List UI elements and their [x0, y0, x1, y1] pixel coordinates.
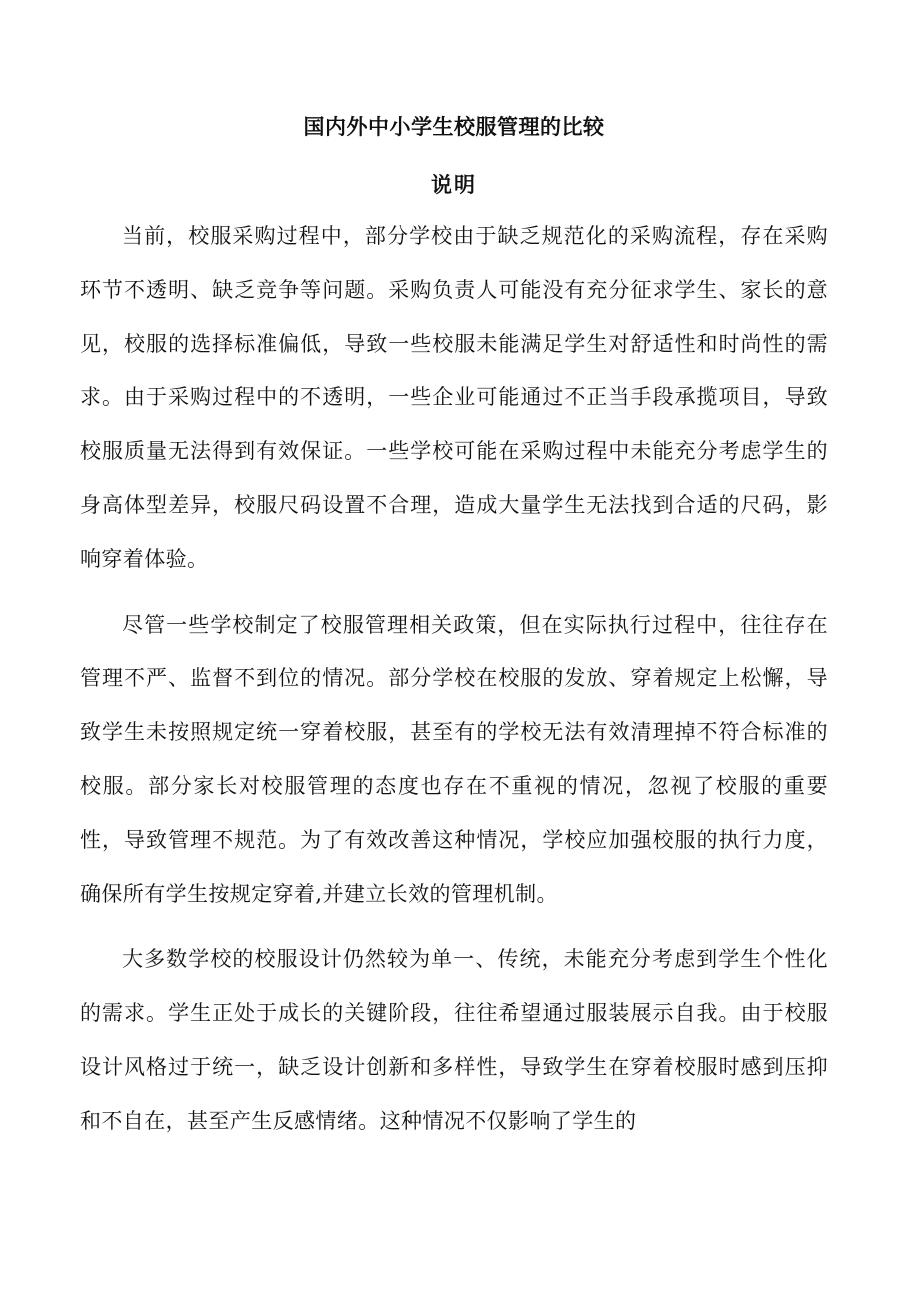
paragraph-1: 当前，校服采购过程中，部分学校由于缺乏规范化的采购流程，存在采购环节不透明、缺乏竞争等问题。采购负责人可能没有充分征求学生、家长的意见，校服的选择标准偏低，导致一些校服未能满足学生对舒适性和时尚性的需求。由于采购过程中的不透明，一些企业可能通过不正当手段承揽项目，导致校服质量无法得到有效保证。一些学校可能在采购过程中未能充分考虑学生的身高体型差异，校服尺码设置不合理，造成大量学生无法找到合适的尺码，影响穿着体验。	[80, 224, 828, 571]
document-title: 国内外中小学生校服管理的比较	[303, 114, 605, 139]
paragraph-3: 大多数学校的校服设计仍然较为单一、传统，未能充分考虑到学生个性化的需求。学生正处于成长的关键阶段，往往希望通过服装展示自我。由于校服设计风格过于统一，缺乏设计创新和多样性，导致学生在穿着校服时感到压抑和不自在，甚至产生反感情绪。这种情况不仅影响了学生的	[80, 947, 828, 1133]
document-page	[80, 112, 828, 1149]
paragraph-2: 尽管一些学校制定了校服管理相关政策，但在实际执行过程中，往往存在管理不严、监督不到位的情况。部分学校在校服的发放、穿着规定上松懈，导致学生未按照规定统一穿着校服，甚至有的学校无法有效清理掉不符合标准的校服。部分家长对校服管理的态度也存在不重视的情况，忽视了校服的重要性，导致管理不规范。为了有效改善这种情况，学校应加强校服的执行力度，确保所有学生按规定穿着,并建立长效的管理机制。	[80, 612, 828, 906]
section-heading: 说明	[431, 172, 477, 197]
